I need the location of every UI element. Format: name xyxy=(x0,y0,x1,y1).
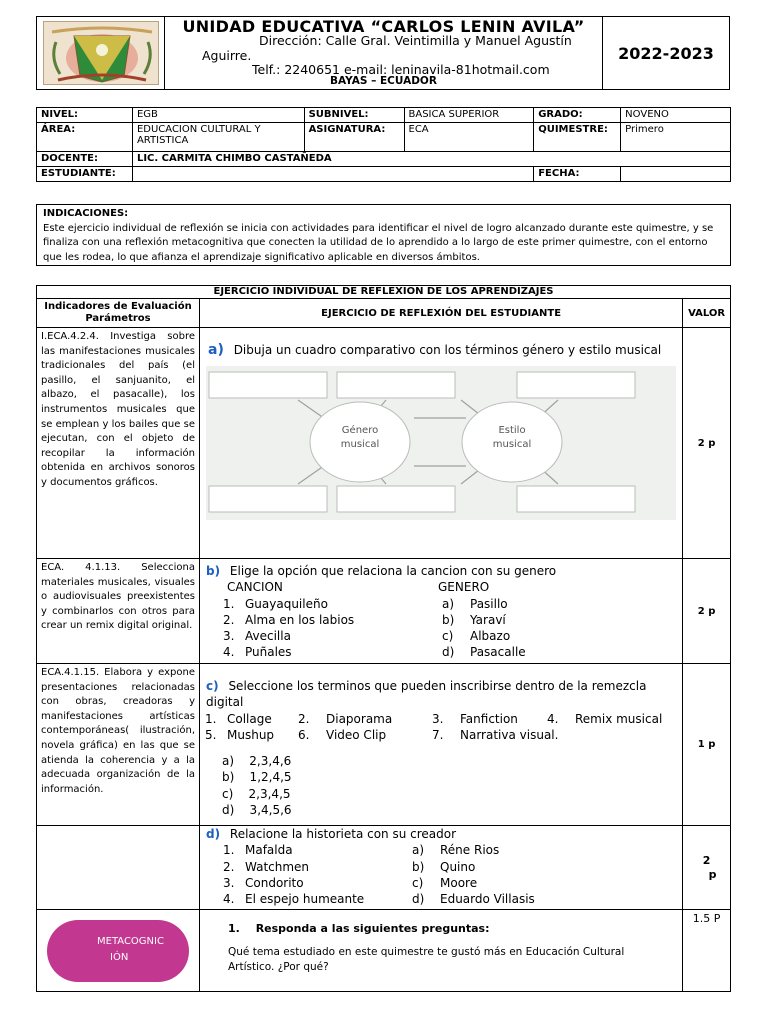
term-num: 2. xyxy=(298,711,310,726)
creator-item: Moore xyxy=(440,875,478,890)
fecha-label: FECHA: xyxy=(534,167,621,182)
nivel-value: EGB xyxy=(132,108,304,123)
term-item: Video Clip xyxy=(326,727,387,742)
school-name: UNIDAD EDUCATIVA “CARLOS LENIN AVILA” xyxy=(182,17,585,36)
exercise-d xyxy=(200,826,683,910)
option-item: d) 3,4,5,6 xyxy=(222,803,292,818)
comic-item: Mafalda xyxy=(245,843,293,858)
creator-letter: c) xyxy=(412,875,424,890)
comic-item: Condorito xyxy=(245,875,304,890)
genre-letter: b) xyxy=(442,612,455,627)
question-letter-d: d) xyxy=(206,827,221,841)
badge-line-1: METACOGNIC xyxy=(97,935,164,947)
indicator-b: ECA. 4.1.13. Selecciona materiales musicales, visuales o audiovisuales preexistentes y combinarlos con otros para crear un remix digital original. xyxy=(37,559,200,664)
docente-label: DOCENTE: xyxy=(37,152,133,167)
option-item: a) 2,3,4,6 xyxy=(222,754,292,769)
value-b: 2 p xyxy=(683,559,731,664)
genre-item: Albazo xyxy=(470,629,511,644)
heading-num: 1. xyxy=(228,922,240,935)
contact-line: Telf.: 2240651 e-mail: leninavila-81hotmail.com xyxy=(252,62,550,77)
grado-label: GRADO: xyxy=(534,108,621,123)
song-item: Alma en los labios xyxy=(245,612,355,627)
creator-item: Réne Rios xyxy=(440,843,500,858)
school-title-cell xyxy=(165,17,603,89)
term-num: 3. xyxy=(432,711,444,726)
exercise-table xyxy=(36,285,731,992)
badge-line-2: IÓN xyxy=(110,951,129,963)
comic-num: 2. xyxy=(223,859,235,874)
col-header-ejercicio: EJERCICIO DE REFLEXIÓN DEL ESTUDIANTE xyxy=(200,299,683,328)
indicator-d xyxy=(37,826,200,910)
exercise-table-title: EJERCICIO INDIVIDUAL DE REFLEXION DE LOS APRENDIZAJES xyxy=(37,286,731,299)
term-num: 5. xyxy=(205,727,217,742)
creator-item: Eduardo Villasis xyxy=(440,892,535,907)
metacognicion-question: Qué tema estudiado en este quimestre te gustó más en Educación Cultural Artístico. ¿Por qué? xyxy=(228,946,625,973)
term-item: Fanfiction xyxy=(460,711,518,726)
address-line-1: Dirección: Calle Gral. Veintimilla y Manuel Agustín xyxy=(259,33,572,48)
instructions-text: Este ejercicio individual de reflexión se inicia con actividades para identificar el nivel de logro alcanzado durante este quimestre, y se finaliza con una reflexión metacognitiva que conecten la utilidad de lo aprendido a lo largo de este primer quimestre, con el entorno que les rodea, lo que afianza el aprendizaje significativo aplicable en diversos ámbitos. xyxy=(43,222,714,263)
term-num: 7. xyxy=(432,727,444,742)
value-e: 1.5 P xyxy=(683,910,731,992)
fecha-input[interactable] xyxy=(621,167,731,182)
question-letter-a: a) xyxy=(208,342,224,358)
indicator-c: ECA.4.1.15. Elabora y expone presentaciones relacionadas con obras, creadoras y manifestaciones artísticas contemporáneas( ilustración, novela gráfica) en las que se atienda la coherencia y a la adecuada organización de la información. xyxy=(37,664,200,826)
term-item: Diaporama xyxy=(326,711,393,726)
genre-letter: c) xyxy=(442,629,454,644)
value-d xyxy=(683,826,731,910)
student-info-table xyxy=(36,107,731,182)
instructions-title: INDICACIONES: xyxy=(43,208,129,219)
term-num: 4. xyxy=(547,711,559,726)
col-header-valor: VALOR xyxy=(683,299,731,328)
comic-item: Watchmen xyxy=(245,859,310,874)
metacognicion-cell xyxy=(37,910,200,992)
term-item: Collage xyxy=(227,711,272,726)
quimestre-value: Primero xyxy=(621,123,731,152)
option-item: c) 2,3,4,5 xyxy=(222,786,291,801)
docente-value: LIC. CARMITA CHIMBO CASTAÑEDA xyxy=(132,152,730,167)
question-d-text: Relacione la historieta con su creador xyxy=(229,827,457,841)
genero-header: GENERO xyxy=(438,580,490,595)
comic-num: 1. xyxy=(223,843,235,858)
comparison-chart xyxy=(206,366,676,520)
question-letter-b: b) xyxy=(206,564,221,578)
creator-letter: d) xyxy=(412,892,425,907)
col-header-indicadores: Indicadores de Evaluación Parámetros xyxy=(37,299,200,328)
instructions-box xyxy=(36,204,731,266)
question-b-text: Elige la opción que relaciona la cancion con su genero xyxy=(229,564,557,578)
exercise-b xyxy=(200,559,683,664)
exercise-a xyxy=(200,328,683,559)
subnivel-value: BASICA SUPERIOR xyxy=(404,108,534,123)
grado-value: NOVENO xyxy=(621,108,731,123)
estudiante-input[interactable] xyxy=(132,167,533,182)
comic-num: 4. xyxy=(223,892,235,907)
school-year: 2022-2023 xyxy=(618,43,714,63)
value-d-line1: 2 xyxy=(702,853,711,867)
term-num: 6. xyxy=(298,727,310,742)
term-item: Remix musical xyxy=(575,711,663,726)
exercise-e xyxy=(200,910,683,992)
term-num: 1. xyxy=(205,711,217,726)
school-logo xyxy=(43,21,159,85)
genre-item: Yaraví xyxy=(470,612,506,627)
logo-cell xyxy=(37,17,165,89)
circle-estilo-label: Estilo musical xyxy=(492,425,532,451)
song-num: 3. xyxy=(223,629,235,644)
comic-num: 3. xyxy=(223,875,235,890)
creator-item: Quino xyxy=(440,859,476,874)
circle-genero-label: Género musical xyxy=(340,425,380,451)
value-d-line2: p xyxy=(708,867,717,881)
address-line-2: Aguirre. xyxy=(202,48,252,63)
estudiante-label: ESTUDIANTE: xyxy=(37,167,133,182)
cancion-header: CANCION xyxy=(227,580,283,595)
question-a-text: Dibuja un cuadro comparativo con los términos género y estilo musical xyxy=(233,343,662,357)
term-item: Mushup xyxy=(227,727,275,742)
option-item: b) 1,2,4,5 xyxy=(222,770,292,785)
value-c: 1 p xyxy=(683,664,731,826)
subnivel-label: SUBNIVEL: xyxy=(304,108,404,123)
metacognicion-badge xyxy=(47,920,189,982)
asignatura-value: ECA xyxy=(404,123,534,152)
song-item: Avecilla xyxy=(245,629,291,644)
genre-letter: d) xyxy=(442,645,455,660)
song-num: 4. xyxy=(223,645,235,660)
song-item: Guayaquileño xyxy=(245,596,328,611)
exercise-c xyxy=(200,664,683,826)
area-label: ÁREA: xyxy=(37,123,133,152)
term-item: Narrativa visual. xyxy=(460,727,559,742)
area-value: EDUCACION CULTURAL Y ARTISTICA xyxy=(132,123,304,152)
question-c-text: Seleccione los terminos que pueden inscribirse dentro de la remezcla digital xyxy=(206,679,647,710)
song-item: Puñales xyxy=(245,645,292,660)
quimestre-label: QUIMESTRE: xyxy=(534,123,621,152)
question-letter-c: c) xyxy=(206,679,219,693)
metacognicion-heading: Responda a las siguientes preguntas: xyxy=(255,922,490,935)
document-header xyxy=(36,16,730,90)
song-num: 1. xyxy=(223,596,235,611)
indicator-a: I.ECA.4.2.4. Investiga sobre las manifestaciones musicales tradicionales del país (el pasillo, el sanjuanito, el albazo, el pasacalle), los instrumentos musicales que se emplean y los bailes que se ejecutan, con el objeto de recopilar la información obtenida en archivos sonoros y documentos gráficos. xyxy=(37,328,200,559)
nivel-label: NIVEL: xyxy=(37,108,133,123)
song-num: 2. xyxy=(223,612,235,627)
genre-letter: a) xyxy=(442,596,455,611)
creator-letter: b) xyxy=(412,859,425,874)
comic-item: El espejo humeante xyxy=(245,892,365,907)
creator-letter: a) xyxy=(412,843,425,858)
year-cell xyxy=(603,17,729,89)
genre-item: Pasillo xyxy=(470,596,508,611)
genre-item: Pasacalle xyxy=(470,645,526,660)
value-a: 2 p xyxy=(683,328,731,559)
asignatura-label: ASIGNATURA: xyxy=(304,123,404,152)
location-line: BAYAS – ECUADOR xyxy=(330,75,437,87)
